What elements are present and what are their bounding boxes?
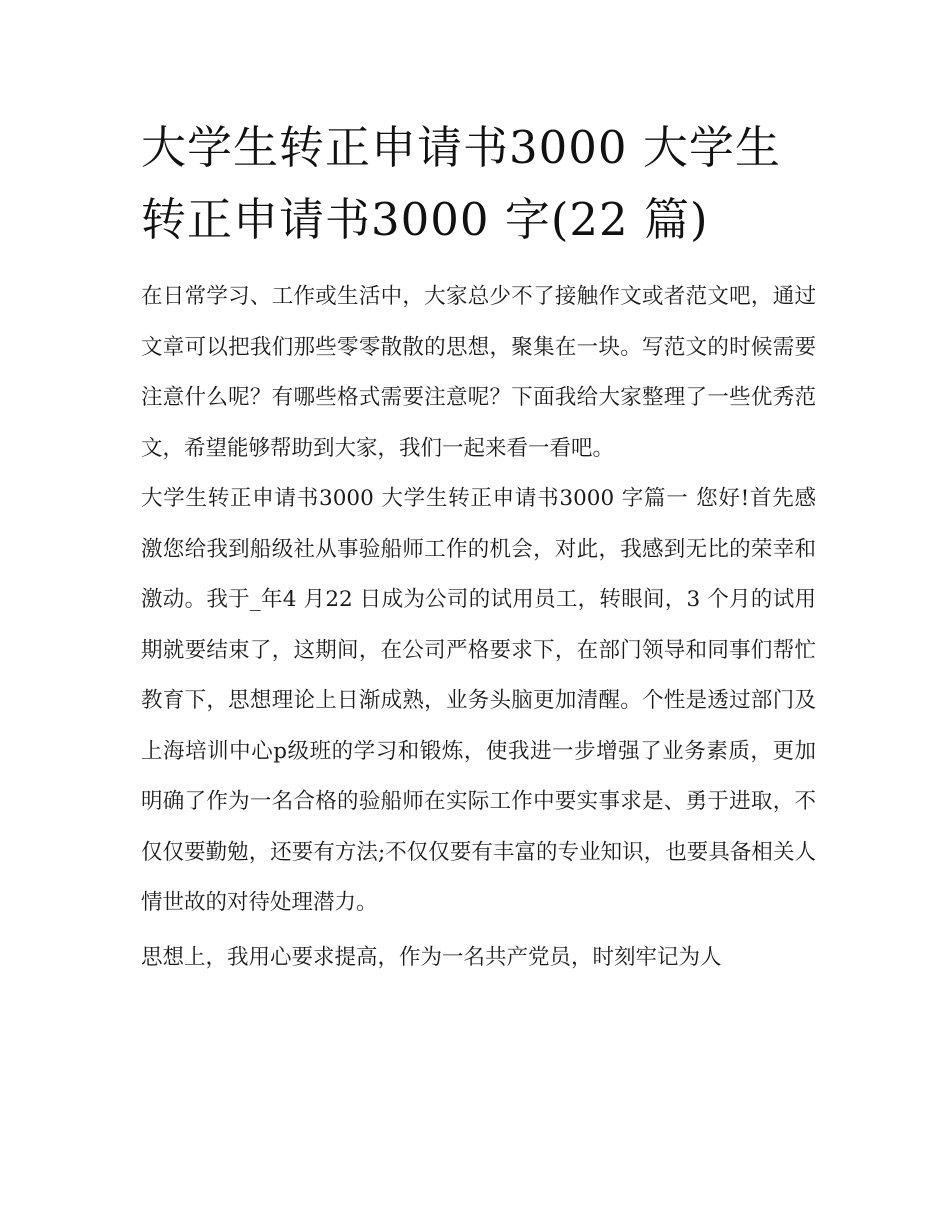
intro-paragraph: 在日常学习、工作或生活中，大家总少不了接触作文或者范文吧，通过文章可以把我们那些零零散散的思想，聚集在一块。写范文的时候需要注意什么呢？有哪些格式需要注意呢？下面我给大家整理了一些优秀范文，希望能够帮助到大家，我们一起来看一看吧。 <box>141 284 816 461</box>
body-paragraph-continued: 思想上，我用心要求提高，作为一名共产党员，时刻牢记为人 <box>141 944 722 970</box>
document-title: 大学生转正申请书3000 大学生转正申请书3000 字(22 篇) <box>141 121 781 246</box>
document-body <box>141 112 816 983</box>
body-paragraph: 大学生转正申请书3000 大学生转正申请书3000 字篇一 您好!首先感激您给我到船级社从事验船师工作的机会，对此，我感到无比的荣幸和激动。我于_年4 月22 日成为公司的试用员工，转眼间，3 个月的试用期就要结束了，这期间，在公司严格要求下，在部门领导和同事们帮忙教育下，思想理论上日渐成熟，业务头脑更加清醒。个性是透过部门及上海培训中心p级班的学习和锻炼，使我进一步增强了业务素质，更加明确了作为一名合格的验船师在实际工作中要实事求是、勇于进取，不仅仅要勤勉，还要有方法;不仅仅要有丰富的专业知识，也要具备相关人情世故的对待处理潜力。 <box>141 486 816 915</box>
